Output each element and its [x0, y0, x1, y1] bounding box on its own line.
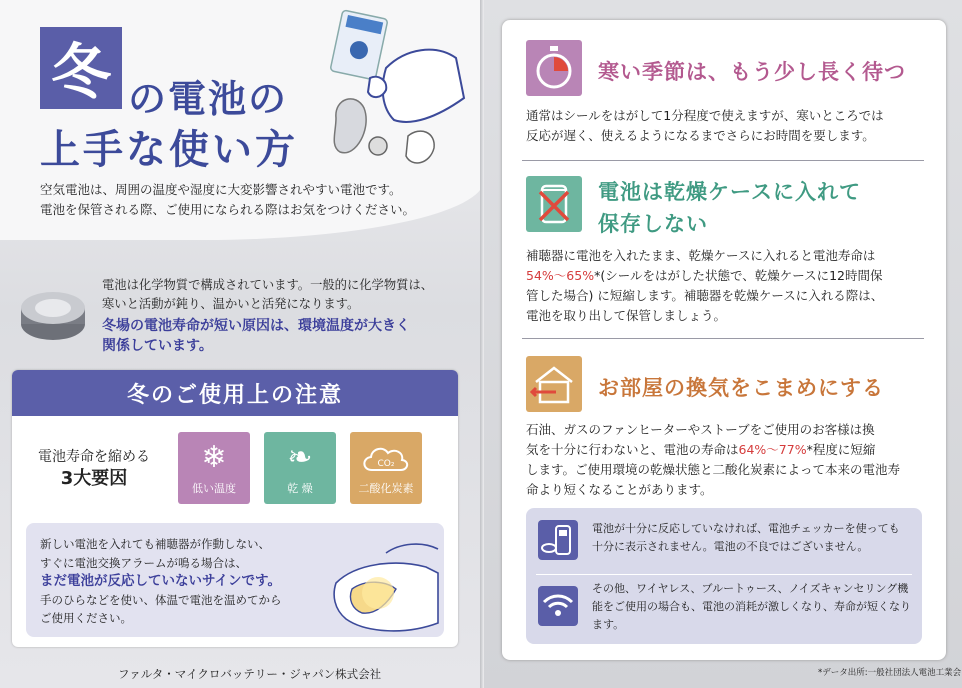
section3-text [526, 420, 930, 500]
stopwatch-icon [526, 40, 582, 96]
section3-line: 石油、ガスのファンヒーターやストーブをご使用のお客様は換 [526, 422, 875, 437]
title-highlight-box: 冬 [40, 27, 122, 109]
chem-line: 電池は化学物質で構成されています。一般的に化学物質は、 [102, 278, 434, 292]
warm-emphasis: まだ電池が反応していないサインです。 [40, 573, 281, 589]
note1-line: 十分に表示されません。電池の不良ではございません。 [592, 540, 869, 553]
section1-line: 通常はシールをはがして1分程度で使えますが、寒いところでは [526, 108, 884, 123]
snowflake-icon: ❄ [201, 440, 227, 475]
notes-panel [526, 508, 922, 644]
factor-low-temperature [178, 432, 250, 504]
section1-text [526, 106, 930, 146]
section3-line [526, 440, 930, 460]
section2-line: 管した場合) に短縮します。補聴器を乾燥ケースに入れる際は、 [526, 288, 884, 303]
factor-label: 低い温度 [192, 482, 236, 495]
coin-battery-icon [18, 288, 88, 343]
warm-battery-tip [26, 523, 444, 637]
section3-fragment: 気を十分に行わないと、電池の寿命は [526, 442, 739, 457]
warm-line: 新しい電池を入れても補聴器が作動しない、 [40, 537, 270, 551]
section1-line: 反応が遅く、使えるようになるまでさらにお時間を要します。 [526, 128, 875, 143]
warm-line: すぐに電池交換アラームが鳴る場合は、 [40, 555, 247, 570]
section3-fragment: *程度に短縮 [806, 442, 876, 457]
battery-checker-icon [538, 520, 578, 560]
data-source-note: *データ出所:一般社団法人電池工業会 [818, 668, 962, 678]
intro-line: 空気電池は、周囲の温度や湿度に大変影響されやすい電池です。 [40, 182, 402, 197]
no-dry-case-icon [526, 176, 582, 232]
section2-title-line: 保存しない [598, 212, 708, 236]
note2-line: その他、ワイヤレス、ブルートゥース、ノイズキャンセリング機 [592, 582, 909, 595]
divider [522, 338, 924, 339]
page-title-line1: の電池の [128, 77, 289, 121]
note1-line: 電池が十分に反応していなければ、電池チェッカーを使っても [592, 522, 900, 535]
winter-care-panel [12, 370, 458, 647]
intro-line: 電池を保管される際、ご使用になられる際はお気をつけください。 [40, 202, 416, 217]
factor-label: 乾 燥 [287, 482, 313, 495]
section2-title [598, 176, 861, 240]
chem-line: 寒いと活動が鈍り、温かいと活発になります。 [102, 297, 360, 311]
chem-emphasis: 関係しています。 [102, 338, 213, 354]
factor-dryness [264, 432, 336, 504]
note2-line: ます。 [592, 618, 625, 631]
factors-title [38, 446, 150, 490]
factor-label: 二酸化炭素 [358, 482, 414, 495]
factor-co2 [350, 432, 422, 504]
chem-emphasis: 冬場の電池寿命が短い原因は、環境温度が大きく [102, 318, 410, 334]
co2-cloud-icon [350, 438, 422, 478]
warm-line: 手のひらなどを使い、体温で電池を温めてから [40, 592, 282, 607]
factors-line1: 電池寿命を縮める [38, 449, 150, 465]
section2-highlight: 54%～65% [526, 268, 595, 283]
warm-text [40, 535, 330, 628]
section3-line: 命より短くなることがあります。 [526, 482, 713, 497]
section2-fragment: *(シールをはがした状態で、乾燥ケースに12時間保 [594, 268, 883, 283]
section2-line: 補聴器に電池を入れたまま、乾燥ケースに入れると電池寿命は [526, 248, 876, 263]
care-header: 冬のご使用上の注意 [12, 370, 458, 416]
section3-line: します。ご使用環境の乾燥状態と二酸化炭素によって本来の電池寿 [526, 462, 901, 477]
section2-line: 電池を取り出して保管しましょう。 [526, 308, 727, 323]
note1-text [592, 520, 912, 556]
factors-line2: 3大要因 [60, 468, 128, 489]
wifi-icon [538, 586, 578, 626]
hearing-aid-illustration [316, 8, 466, 178]
company-name: ファルタ・マイクロバッテリー・ジャパン株式会社 [118, 667, 382, 681]
intro-text [40, 180, 460, 220]
warming-hands-illustration [326, 523, 444, 637]
section3-title: お部屋の換気をこまめにする [598, 376, 884, 400]
note2-text [592, 580, 912, 634]
notes-divider [536, 574, 912, 575]
co2-label: CO₂ [377, 459, 395, 469]
section2-line [526, 266, 930, 286]
page-title-line2: 上手な使い方 [40, 127, 298, 173]
section3-highlight: 64%～77% [738, 442, 807, 457]
tips-card [502, 20, 946, 660]
note2-line: 能をご使用の場合も、電池の消耗が激しくなり、寿命が短くなり [592, 600, 911, 613]
warm-line: ご使用ください。 [40, 611, 132, 625]
chemistry-text [102, 276, 472, 356]
divider [522, 160, 924, 161]
leaf-icon: ❧ [287, 440, 313, 475]
section2-title-line: 電池は乾燥ケースに入れて [598, 180, 861, 204]
section1-title: 寒い季節は、もう少し長く待つ [598, 60, 906, 84]
ventilation-house-icon [526, 356, 582, 412]
section2-text [526, 246, 930, 326]
